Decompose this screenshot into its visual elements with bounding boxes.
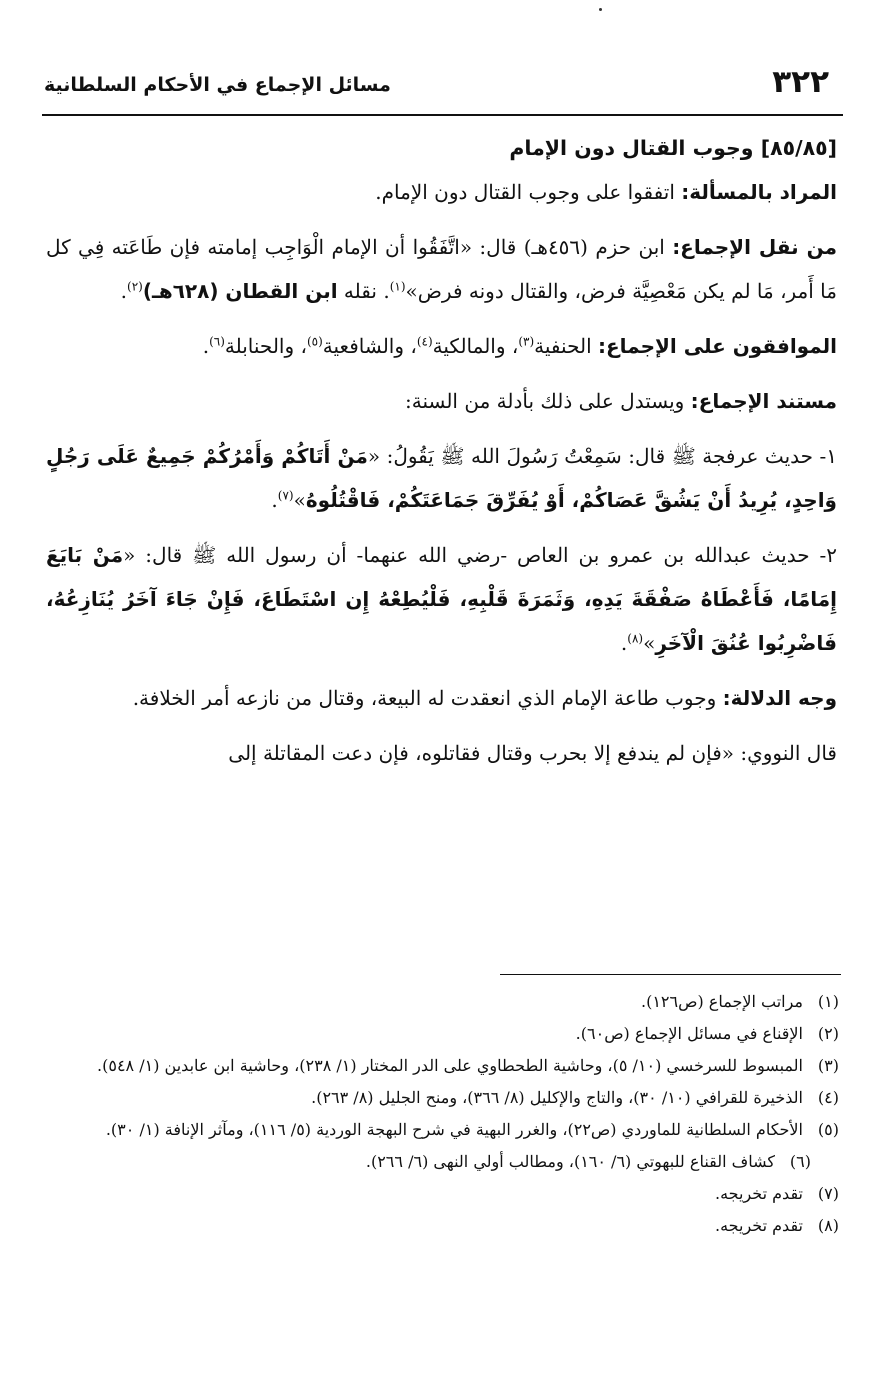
footnote-1 — [44, 986, 839, 1018]
section-heading — [46, 126, 837, 170]
paragraph-lead: الموافقون على الإجماع: — [598, 334, 837, 358]
paragraph-transmitters — [46, 225, 837, 313]
footnote-divider — [500, 974, 841, 975]
footnote-number: (٧) — [817, 1184, 839, 1203]
paragraph-hadith-1 — [46, 434, 837, 522]
footnote-ref: (٧) — [277, 488, 294, 503]
footnote-ref: (٢) — [127, 279, 143, 294]
paragraph-evidence — [46, 676, 837, 720]
footnote-ref: (٦) — [209, 334, 225, 349]
footnote-number: (١) — [817, 992, 839, 1011]
paragraph-text: . — [271, 488, 278, 512]
paragraph-agreeing — [46, 324, 837, 368]
footnote-text: الإقناع في مسائل الإجماع (ص٦٠). — [575, 1024, 803, 1043]
footnote-2 — [44, 1018, 839, 1050]
footnote-5 — [44, 1114, 839, 1146]
footnote-ref: (٤) — [416, 334, 433, 349]
footnote-4 — [44, 1082, 839, 1114]
paragraph-hadith-2 — [46, 533, 837, 665]
paragraph-text: . — [202, 334, 210, 358]
running-title: مسائل الإجماع في الأحكام السلطانية — [44, 74, 391, 96]
footnote-number: (٦) — [789, 1152, 811, 1171]
paragraph-meaning — [46, 170, 837, 214]
paragraph-text: وجوب طاعة الإمام الذي انعقدت له البيعة، وقتال من نازعه أمر الخلافة. — [132, 686, 723, 710]
footnote-6 — [44, 1146, 839, 1178]
paragraph-text: ، والحنابلة — [224, 334, 307, 358]
footnote-text: الذخيرة للقرافي (١٠/ ٣٠)، والتاج والإكليل (٨/ ٣٦٦)، ومنح الجليل (٨/ ٢٦٣). — [311, 1088, 803, 1107]
footnote-number: (٥) — [817, 1120, 839, 1139]
paragraph-text: . — [620, 631, 628, 655]
paragraph-text: ١- حديث عرفجة ﷺ قال: سَمِعْتُ رَسُولَ الله ﷺ يَقُولُ: « — [367, 444, 837, 468]
paragraph-text: . — [120, 279, 128, 303]
page-number: ٣٢٢ — [772, 64, 829, 100]
paragraph-text: » — [293, 488, 306, 512]
paragraph-text: ، والشافعية — [322, 334, 417, 358]
paragraph-text: » — [643, 631, 656, 655]
paragraph-text: الحنفية — [534, 334, 598, 358]
footnote-number: (٣) — [817, 1056, 839, 1075]
paragraph-basis — [46, 379, 837, 423]
footnote-number: (٢) — [817, 1024, 839, 1043]
footnote-number: (٨) — [817, 1216, 839, 1235]
paragraph-lead: وجه الدلالة: — [722, 686, 837, 710]
footnote-ref: (٥) — [306, 334, 323, 349]
footnote-8 — [44, 1210, 839, 1242]
paragraph-lead: المراد بالمسألة: — [681, 180, 837, 204]
section-title: وجوب القتال دون الإمام — [509, 136, 754, 160]
paragraph-text: ٢- حديث عبدالله بن عمرو بن العاص -رضي الله عنهما- أن رسول الله ﷺ قال: « — [123, 543, 837, 567]
paragraph-text: ، والمالكية — [432, 334, 519, 358]
paragraph-lead: من نقل الإجماع: — [672, 235, 837, 259]
footnote-number: (٤) — [817, 1088, 839, 1107]
footnote-text: تقدم تخريجه. — [715, 1184, 803, 1203]
footnote-text: الأحكام السلطانية للماوردي (ص٢٢)، والغرر البهية في شرح البهجة الوردية (٥/ ١١٦)، ومآثر الإنافة (١/ ٣٠). — [105, 1120, 803, 1139]
paragraph-text: ويستدل على ذلك بأدلة من السنة: — [405, 389, 691, 413]
hadith-text: مَنْ أَتَاكُمْ وَأَمْرُكُمْ جَمِيعٌ عَلَى رَجُلٍ وَاحِدٍ، يُرِيدُ أَنْ يَشُقَّ عَصَاكُمْ، أَوْ يُفَرِّقَ جَمَاعَتَكُمْ، فَاقْتُلُوهُ — [46, 444, 837, 512]
paragraph-text: قال النووي: «فإن لم يندفع إلا بحرب وقتال فقاتلوه، فإن دعت المقاتلة إلى — [228, 741, 837, 765]
footnote-text: مراتب الإجماع (ص١٢٦). — [640, 992, 803, 1011]
section-number: [٨٥/٨٥] — [760, 136, 837, 160]
footnote-3 — [44, 1050, 839, 1082]
paragraph-text: ابن حزم (٤٥٦هـ) قال: «اتَّفَقُوا أن الإمام الْوَاجِب إمامته فإن طَاعَته فِي كل مَا أَمر، مَا لم يكن مَعْصِيَّة فرض، والقتال دونه فرض» — [46, 235, 837, 303]
paragraph-nawawi — [46, 731, 837, 775]
scan-speck — [599, 8, 602, 11]
paragraph-text: اتفقوا على وجوب القتال دون الإمام. — [375, 180, 682, 204]
paragraph-text: . نقله — [337, 279, 390, 303]
footnote-text: كشاف القناع للبهوتي (٦/ ١٦٠)، ومطالب أولي النهى (٦/ ٢٦٦). — [365, 1152, 775, 1171]
main-text — [46, 126, 837, 786]
page-header — [42, 62, 843, 116]
paragraph-lead: مستند الإجماع: — [690, 389, 837, 413]
hadith-text: مَنْ بَايَعَ إِمَامًا، فَأَعْطَاهُ صَفْقَةَ يَدِهِ، وَثَمَرَةَ قَلْبِهِ، فَلْيُطِعْهُ إِن اسْتَطَاعَ، فَإِنْ جَاءَ آخَرُ يُنَازِعُهُ، فَاضْرِبُوا عُنُقَ الْآخَرِ — [46, 543, 837, 655]
footnote-text: تقدم تخريجه. — [715, 1216, 803, 1235]
paragraph-lead: ابن القطان (٦٢٨هـ) — [142, 279, 338, 303]
footnote-ref: (٣) — [518, 334, 535, 349]
footnote-text: المبسوط للسرخسي (١٠/ ٥)، وحاشية الطحطاوي على الدر المختار (١/ ٢٣٨)، وحاشية ابن عابدين (١/ ٥٤٨). — [97, 1056, 803, 1075]
footnote-7 — [44, 1178, 839, 1210]
footnote-ref: (١) — [389, 279, 406, 294]
footnotes — [44, 986, 839, 1242]
footnote-ref: (٨) — [627, 631, 644, 646]
